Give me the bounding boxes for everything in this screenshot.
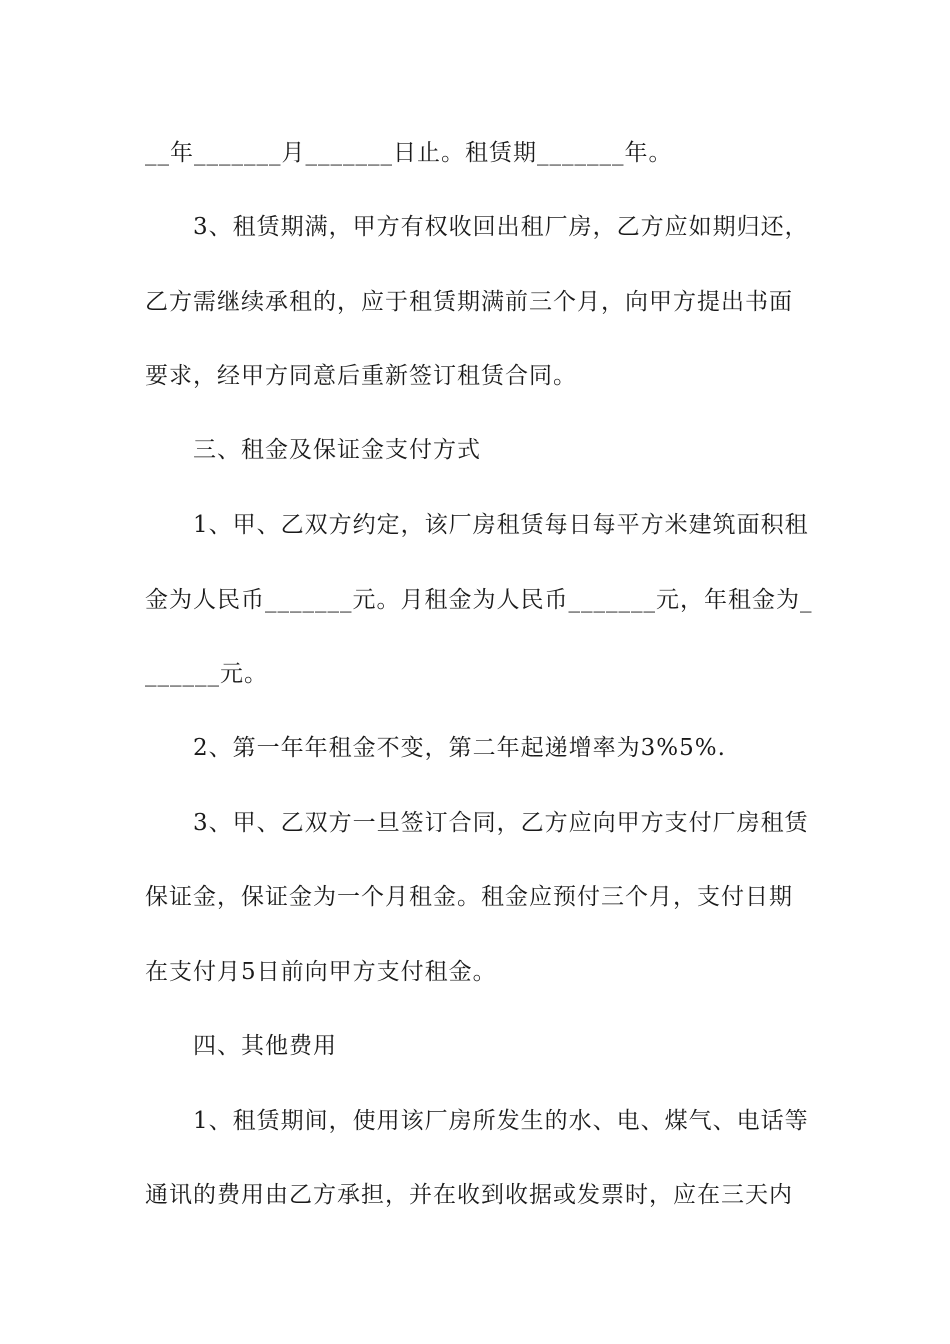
text-line: 在支付月5日前向甲方支付租金。 — [145, 959, 497, 985]
text-line: 乙方需继续承租的，应于租赁期满前三个月，向甲方提出书面 — [145, 289, 793, 315]
section-heading: 四、其他费用 — [193, 1033, 337, 1059]
paragraph-start: 3、租赁期满，甲方有权收回出租厂房，乙方应如期归还， — [193, 214, 809, 240]
text-line: ______元。 — [145, 661, 268, 687]
paragraph-start: 2、第一年年租金不变，第二年起递增率为3%5%. — [193, 735, 726, 761]
section-heading: 三、租金及保证金支付方式 — [193, 437, 481, 463]
text-line: 保证金，保证金为一个月租金。租金应预付三个月，支付日期 — [145, 884, 793, 910]
text-line: __年_______月_______日止。租赁期_______年。 — [145, 140, 673, 166]
text-line: 通讯的费用由乙方承担，并在收到收据或发票时，应在三天内 — [145, 1182, 793, 1208]
paragraph-start: 3、甲、乙双方一旦签订合同，乙方应向甲方支付厂房租赁 — [193, 810, 809, 836]
text-line: 金为人民币_______元。月租金为人民币_______元，年租金为_ — [145, 587, 813, 613]
paragraph-start: 1、甲、乙双方约定，该厂房租赁每日每平方米建筑面积租 — [193, 512, 809, 538]
text-line: 要求，经甲方同意后重新签订租赁合同。 — [145, 363, 577, 389]
paragraph-start: 1、租赁期间，使用该厂房所发生的水、电、煤气、电话等 — [193, 1108, 809, 1134]
